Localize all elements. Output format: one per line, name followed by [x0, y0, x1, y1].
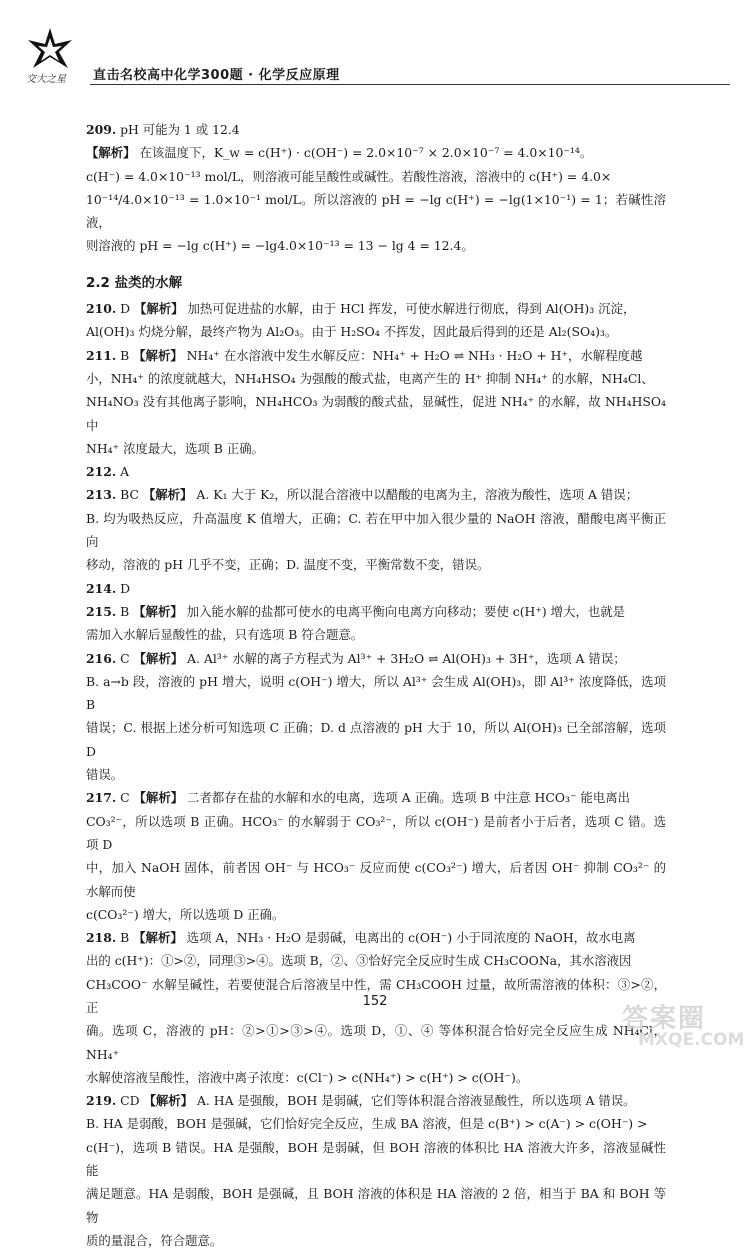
answer-item — [86, 926, 666, 949]
analysis-tag: 【解析】 — [86, 145, 136, 161]
question-number: 210. — [86, 301, 117, 317]
analysis-tag: 【解析】 — [133, 650, 184, 666]
answer-continuation — [86, 763, 666, 786]
watermark-logo — [600, 998, 745, 1056]
answer-continuation — [86, 949, 666, 972]
analysis-tag: 【解析】 — [134, 301, 184, 317]
answer-continuation — [86, 553, 666, 576]
question-number: 211. — [86, 347, 117, 363]
question-number: 214. — [86, 580, 117, 596]
answer-continuation — [86, 903, 666, 926]
analysis-tag: 【解析】 — [133, 790, 184, 806]
question-number: 213. — [86, 487, 117, 503]
answer-choice: D — [116, 301, 134, 317]
answer-text: A. K₁ 大于 K₂，所以混合溶液中以醋酸的电离为主，溶液为酸性，选项 A 错误； — [192, 487, 639, 503]
answer-text: 加入能水解的盐都可使水的电离平衡向电离方向移动；要使 c(H⁺) 增大，也就是 — [182, 603, 626, 619]
answer-text: CH₃COO⁻ 水解呈碱性，若要使混合后溶液呈中性，需 CH₃COOH 过量，故所需溶液的体积：③>②，正 — [86, 976, 666, 1015]
answer-text: c(H⁻)，选项 B 错误。HA 是强酸，BOH 是弱碱，但 BOH 溶液的体积比 HA 溶液大许多，溶液显碱性能 — [86, 1139, 666, 1179]
answer-continuation — [86, 623, 666, 646]
answer-choice: BC — [116, 487, 143, 503]
analysis-tag: 【解析】 — [133, 603, 183, 619]
answer-continuation — [86, 234, 666, 257]
answer-text: 选项 A，NH₃ · H₂O 是弱碱，电离出的 c(OH⁻) 小于同浓度的 NaOH，故水电离 — [182, 930, 636, 946]
answer-choice: pH 可能为 1 或 12.4 — [116, 122, 240, 137]
answer-text: NH₄⁺ 在水溶液中发生水解反应：NH₄⁺ + H₂O ⇌ NH₃ · H₂O + H⁺，水解程度越 — [182, 347, 643, 363]
answer-text: A. HA 是强酸，BOH 是弱碱，它们等体积混合溶液显酸性，所以选项 A 错误。 — [193, 1093, 636, 1109]
question-number: 219. — [86, 1093, 117, 1109]
question-number: 218. — [86, 930, 117, 946]
answer-text: CO₃²⁻，所以选项 B 正确。HCO₃⁻ 的水解弱于 CO₃²⁻，所以 c(OH⁻) 是前者小于后者，选项 C 错。选项 D — [86, 813, 666, 852]
answer-item — [86, 647, 666, 670]
answer-continuation — [86, 367, 666, 390]
answer-text: 二者都存在盐的水解和水的电离，选项 A 正确。选项 B 中注意 HCO₃⁻ 能电离出 — [183, 790, 631, 806]
answer-text: 移动，溶液的 pH 几乎不变，正确；D. 温度不变，平衡常数不变，错误。 — [86, 557, 490, 573]
answer-text: B. 均为吸热反应，升高温度 K 值增大，正确；C. 若在甲中加入很少量的 NaOH 溶液，醋酸电离平衡正向 — [86, 510, 666, 550]
star-logo-icon — [22, 26, 78, 74]
answer-continuation — [86, 165, 666, 188]
answer-continuation — [86, 1112, 666, 1135]
logo-text: 交大之星 — [26, 74, 66, 85]
answer-item — [86, 577, 666, 600]
answer-continuation — [86, 810, 666, 857]
answer-continuation — [86, 437, 666, 460]
answer-text: Al(OH)₃ 灼烧分解，最终产物为 Al₂O₃。由于 H₂SO₄ 不挥发，因此最后得到的还是 Al₂(SO₄)₃。 — [86, 324, 618, 340]
answer-text: 质的量混合，符合题意。 — [86, 1232, 223, 1248]
page-number: 152 — [362, 994, 388, 1009]
answer-continuation — [86, 188, 666, 235]
answer-choice: B — [116, 347, 134, 363]
analysis-tag: 【解析】 — [143, 1093, 194, 1109]
answer-text: 出的 c(H⁺)：①>②，同理③>④。选项 B，②、③恰好完全反应时生成 CH₃COONa，其水溶液因 — [86, 953, 632, 969]
answer-continuation — [86, 390, 666, 437]
question-number: 212. — [86, 464, 117, 480]
analysis-tag: 【解析】 — [133, 930, 183, 946]
answer-choice: B — [116, 603, 134, 619]
answer-text: 在该温度下，K_w = c(H⁺) · c(OH⁻) = 2.0×10⁻⁷ × 2.0×10⁻⁷ = 4.0×10⁻¹⁴。 — [135, 145, 593, 161]
answer-choice: C — [116, 790, 134, 806]
answer-text: 错误。 — [86, 767, 124, 783]
answer-item — [86, 141, 666, 164]
answer-continuation — [86, 716, 666, 763]
answer-continuation — [86, 856, 666, 903]
analysis-tag: 【解析】 — [142, 487, 193, 503]
answer-text: 加热可促进盐的水解，由于 HCl 挥发，可使水解进行彻底，得到 Al(OH)₃ 沉淀， — [183, 301, 636, 317]
answer-item — [86, 483, 666, 506]
question-number: 215. — [86, 603, 117, 619]
answer-text: 水解使溶液呈酸性，溶液中离子浓度：c(Cl⁻) > c(NH₄⁺) > c(H⁺) > c(OH⁻)。 — [86, 1069, 529, 1085]
answer-text: 小，NH₄⁺ 的浓度就越大，NH₄HSO₄ 为强酸的酸式盐，电离产生的 H⁺ 抑制 NH₄⁺ 的水解，NH₄Cl、 — [86, 370, 654, 386]
answer-item — [86, 118, 666, 141]
answer-continuation — [86, 670, 666, 717]
answer-text: NH₄NO₃ 没有其他离子影响，NH₄HCO₃ 为弱酸的酸式盐，显碱性，促进 NH₄⁺ 的水解，故 NH₄HSO₄ 中 — [86, 394, 666, 433]
answer-item — [86, 344, 666, 367]
analysis-tag: 【解析】 — [133, 347, 183, 363]
answer-choice: B — [116, 930, 134, 946]
answer-item — [86, 460, 666, 483]
answer-continuation — [86, 1066, 666, 1089]
answer-continuation — [86, 320, 666, 343]
answer-continuation — [86, 1229, 666, 1252]
section-title: 2.2 盐类的水解 — [86, 274, 183, 291]
answer-text: 确。选项 C，溶液的 pH：②>①>③>④。选项 D，①、④ 等体积混合恰好完全反应生成 NH₄Cl，NH₄⁺ — [86, 1023, 666, 1062]
answer-text: B. a→b 段，溶液的 pH 增大，说明 c(OH⁻) 增大，所以 Al³⁺ 会生成 Al(OH)₃，即 Al³⁺ 浓度降低，选项 B — [86, 673, 666, 713]
page-header — [18, 20, 732, 90]
answer-text: 10⁻¹⁴/4.0×10⁻¹³ = 1.0×10⁻¹ mol/L。所以溶液的 pH = −lg c(H⁺) = −lg(1×10⁻¹) = 1；若碱性溶液， — [86, 191, 666, 231]
answer-text: 中，加入 NaOH 固体，前者因 OH⁻ 与 HCO₃⁻ 反应而使 c(CO₃²⁻) 增大，后者因 OH⁻ 抑制 CO₃²⁻ 的水解而使 — [86, 860, 666, 899]
answer-choice: CD — [116, 1093, 144, 1109]
answer-text: A. Al³⁺ 水解的离子方程式为 Al³⁺ + 3H₂O ⇌ Al(OH)₃ + 3H⁺，选项 A 错误； — [183, 650, 626, 666]
answer-choice: A — [116, 464, 130, 480]
answer-text: 错误；C. 根据上述分析可知选项 C 正确；D. d 点溶液的 pH 大于 10，所以 Al(OH)₃ 已全部溶解，选项 D — [86, 720, 666, 759]
answer-text: 则溶液的 pH = −lg c(H⁺) = −lg4.0×10⁻¹³ = 13 − lg 4 = 12.4。 — [86, 238, 474, 254]
header-divider — [90, 84, 730, 85]
answer-text: 满足题意。HA 是弱酸，BOH 是强碱，且 BOH 溶液的体积是 HA 溶液的 2 倍，相当于 BA 和 BOH 等物 — [86, 1186, 666, 1225]
question-number: 217. — [86, 790, 117, 806]
answer-item — [86, 297, 666, 320]
header-title: 直击名校高中化学300题 · 化学反应原理 — [93, 68, 340, 83]
answer-choice: C — [116, 650, 134, 666]
watermark-url: MXQE.COM — [638, 1030, 745, 1050]
answer-continuation — [86, 507, 666, 554]
answer-item — [86, 600, 666, 623]
answer-content — [86, 118, 666, 1252]
answer-choice: D — [116, 580, 131, 596]
answer-text: NH₄⁺ 浓度最大，选项 B 正确。 — [86, 440, 264, 456]
answer-item — [86, 786, 666, 809]
question-number: 216. — [86, 650, 117, 666]
answer-text: c(CO₃²⁻) 增大，所以选项 D 正确。 — [86, 906, 285, 922]
question-number: 209. — [86, 122, 117, 137]
answer-text: 需加入水解后显酸性的盐，只有选项 B 符合题意。 — [86, 627, 364, 643]
answer-text: c(H⁻) = 4.0×10⁻¹³ mol/L，则溶液可能呈酸性或碱性。若酸性溶液，溶液中的 c(H⁺) = 4.0× — [86, 168, 612, 184]
watermark-text: 答案圈 — [622, 1004, 707, 1034]
answer-continuation — [86, 1182, 666, 1229]
answer-continuation — [86, 1136, 666, 1183]
answer-item — [86, 1089, 666, 1112]
answer-text: B. HA 是弱酸，BOH 是强碱，它们恰好完全反应，生成 BA 溶液，但是 c(B⁺) > c(A⁻) > c(OH⁻) > — [86, 1116, 648, 1132]
answer-continuation — [86, 1019, 666, 1066]
